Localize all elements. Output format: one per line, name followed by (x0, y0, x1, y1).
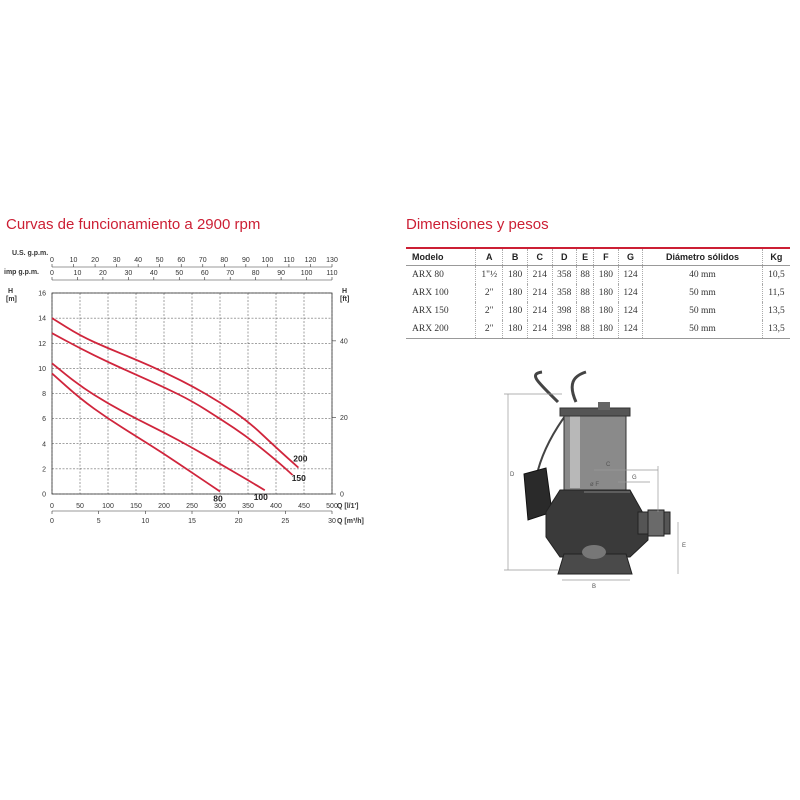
table-header: F (594, 248, 619, 266)
cable-1 (535, 372, 558, 402)
table-cell: 180 (503, 320, 528, 339)
imp-gpm-tick-label: 80 (251, 270, 260, 277)
y2-tick-label: 40 (340, 338, 348, 346)
y-tick-label: 10 (38, 365, 46, 373)
table-cell: 13,5 (762, 302, 790, 320)
dim-e-label: E (682, 543, 687, 549)
table-cell: 50 mm (643, 320, 762, 339)
table-cell: 88 (577, 320, 594, 339)
x2-tick-label: 15 (188, 518, 196, 525)
x2-tick-label: 20 (234, 518, 243, 525)
table-cell: 124 (618, 266, 643, 285)
table-header: D (552, 248, 577, 266)
table-cell: 88 (577, 266, 594, 285)
x-axis-label: Q [l/1'] (337, 503, 359, 510)
chart-title: Curvas de funcionamiento a 2900 rpm (6, 216, 261, 233)
table-cell: 88 (577, 302, 594, 320)
dimensions-title: Dimensiones y pesos (406, 216, 549, 233)
imp-gpm-tick-label: 30 (124, 270, 133, 277)
table-header: C (527, 248, 552, 266)
y-tick-label: 8 (42, 391, 46, 398)
y-axis-label: H (8, 288, 14, 295)
x-tick-label: 50 (76, 503, 84, 510)
table-cell: 214 (527, 266, 552, 285)
table-cell: 124 (618, 302, 643, 320)
curve-label-100: 100 (253, 492, 268, 503)
table-row (406, 266, 790, 285)
dim-b-label: B (592, 584, 597, 590)
x2-tick-label: 10 (141, 518, 150, 525)
table-header: B (503, 248, 528, 266)
us-gpm-label: U.S. g.p.m. (12, 250, 49, 257)
us-gpm-tick-label: 120 (304, 257, 317, 264)
us-gpm-tick-label: 50 (155, 257, 164, 264)
x-tick-label: 350 (242, 503, 254, 510)
table-header: A (476, 248, 503, 266)
x-tick-label: 400 (270, 503, 282, 510)
table-cell: 398 (552, 320, 577, 339)
imp-gpm-label: imp g.p.m. (4, 269, 39, 276)
table-cell: ARX 150 (412, 306, 449, 316)
table-cell: 180 (503, 284, 528, 302)
table-cell: 2" (476, 320, 503, 339)
us-gpm-tick-label: 60 (177, 257, 186, 264)
table-header: Kg (762, 248, 790, 266)
cable-gland (598, 402, 610, 410)
us-gpm-tick-label: 40 (134, 257, 143, 264)
y-tick-label: 14 (38, 315, 46, 323)
table-cell: 358 (552, 284, 577, 302)
y-tick-label: 6 (42, 416, 46, 424)
us-gpm-tick-label: 80 (220, 257, 229, 264)
us-gpm-tick-label: 70 (198, 257, 207, 264)
us-gpm-tick-label: 110 (283, 257, 295, 264)
us-gpm-tick-label: 0 (50, 257, 54, 264)
performance-chart (0, 240, 400, 540)
motor-highlight (570, 414, 580, 488)
imp-gpm-tick-label: 60 (200, 270, 209, 277)
x-tick-label: 200 (158, 503, 170, 510)
motor-cap (560, 408, 630, 416)
x-tick-label: 0 (50, 503, 54, 510)
dim-f-label: ø F (590, 482, 599, 488)
y2-axis-label: H (342, 288, 348, 295)
table-cell: ARX 200 (406, 320, 476, 339)
us-gpm-tick-label: 10 (69, 257, 78, 264)
us-gpm-tick-label: 20 (91, 257, 99, 264)
us-gpm-tick-label: 30 (112, 257, 121, 264)
table-cell: 88 (577, 284, 594, 302)
x-tick-label: 150 (130, 503, 142, 510)
x-tick-label: 450 (298, 503, 310, 510)
table-cell: ARX 100 (412, 288, 449, 298)
table-row (406, 320, 790, 339)
y2-tick-label: 20 (340, 414, 348, 422)
imp-gpm-tick-label: 50 (175, 270, 184, 277)
table-header: G (618, 248, 643, 266)
curve-label-200: 200 (293, 453, 308, 464)
table-header: E (577, 248, 594, 266)
table-cell: 180 (503, 266, 528, 285)
curve-label-80: 80 (213, 493, 223, 504)
table-cell: 180 (594, 266, 619, 285)
dim-d-label: D (510, 472, 515, 478)
table-cell: 180 (594, 284, 619, 302)
table-cell: 180 (594, 302, 619, 320)
x-tick-label: 500 (326, 503, 338, 510)
x2-axis-label: Q [m³/h] (337, 518, 364, 525)
cable-2 (572, 372, 586, 402)
table-cell: 13,5 (762, 320, 790, 339)
pump-drawing (498, 372, 687, 592)
table-cell: 1"½ (476, 266, 503, 285)
imp-gpm-tick-label: 40 (149, 270, 158, 277)
imp-gpm-tick-label: 0 (50, 270, 54, 277)
y-tick-label: 4 (42, 441, 46, 449)
table-cell: 214 (527, 302, 552, 320)
y-tick-label: 12 (38, 340, 46, 348)
table-cell: 214 (527, 320, 552, 339)
table-cell: 124 (618, 284, 643, 302)
imp-gpm-tick-label: 70 (226, 270, 235, 277)
table-cell: 2" (476, 302, 503, 320)
table-cell: 11,5 (762, 284, 790, 302)
table-row (406, 284, 790, 302)
table-cell: 2" (476, 284, 503, 302)
x2-tick-label: 30 (328, 518, 336, 525)
x2-tick-label: 25 (281, 518, 290, 525)
us-gpm-tick-label: 90 (241, 257, 250, 264)
imp-gpm-tick-label: 100 (300, 270, 313, 277)
table-cell: ARX 80 (412, 270, 444, 280)
inlet-hole (582, 545, 606, 559)
y-tick-label: 2 (42, 466, 46, 474)
discharge-thread (648, 510, 664, 536)
table-cell: 214 (527, 284, 552, 302)
table-cell: 358 (552, 266, 577, 285)
dim-g-label: G (632, 475, 637, 481)
table-cell: 180 (503, 302, 528, 320)
y-axis-unit: [m] (6, 296, 17, 303)
table-cell: 180 (594, 320, 619, 339)
y-tick-label: 16 (38, 290, 46, 298)
imp-gpm-tick-label: 110 (326, 270, 338, 277)
x-tick-label: 300 (214, 503, 226, 510)
table-header: Diámetro sólidos (643, 248, 762, 266)
dim-c-label: C (606, 462, 611, 468)
table-cell: 10,5 (762, 266, 790, 285)
imp-gpm-tick-label: 10 (73, 270, 82, 277)
imp-gpm-tick-label: 20 (99, 270, 107, 277)
y-tick-label: 0 (42, 491, 46, 499)
us-gpm-tick-label: 130 (326, 257, 338, 264)
us-gpm-tick-label: 100 (261, 257, 274, 264)
imp-gpm-tick-label: 90 (277, 270, 285, 277)
x-tick-label: 100 (102, 503, 114, 510)
dimensions-table (406, 247, 790, 339)
table-header: Modelo (406, 248, 476, 266)
table-cell: 50 mm (643, 284, 762, 302)
table-row (406, 302, 790, 320)
table-cell: 40 mm (643, 266, 762, 285)
table-cell: 398 (552, 302, 577, 320)
x2-tick-label: 5 (96, 518, 101, 525)
y2-tick-label: 0 (340, 491, 344, 499)
table-cell: 50 mm (643, 302, 762, 320)
table-cell: 124 (618, 320, 643, 339)
y2-axis-unit: [ft] (340, 296, 350, 303)
x2-tick-label: 0 (50, 518, 54, 525)
x-tick-label: 250 (186, 503, 198, 510)
curve-label-150: 150 (291, 473, 306, 484)
